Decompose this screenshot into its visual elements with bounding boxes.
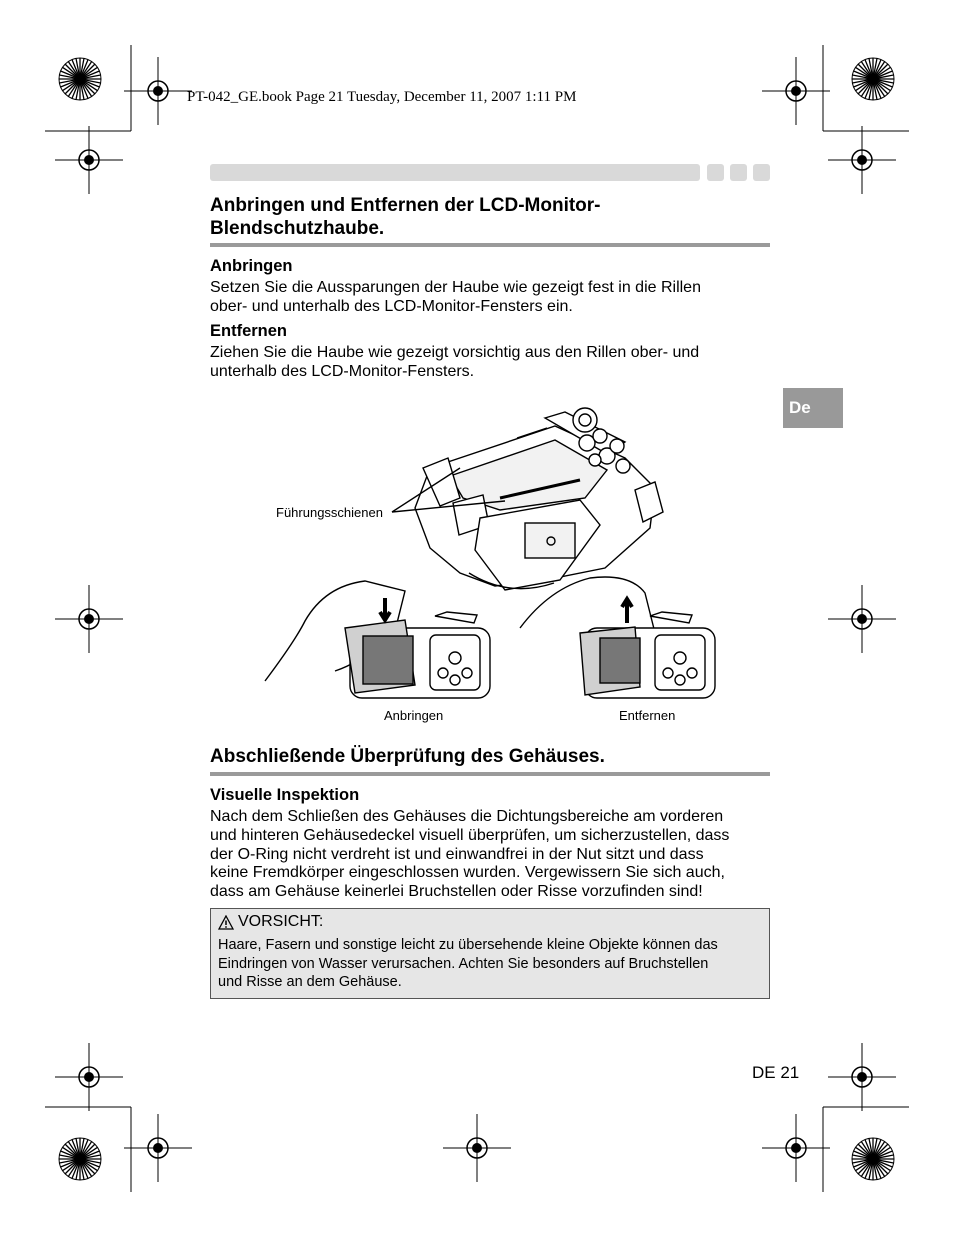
- bar-square: [753, 164, 770, 181]
- subheading-inspection: Visuelle Inspektion: [210, 786, 360, 804]
- title-rule-2: [210, 772, 770, 776]
- page-number: DE 21: [752, 1063, 800, 1082]
- subheading-attach: Anbringen: [210, 257, 293, 275]
- attach-view: [265, 581, 490, 698]
- print-header: PT-042_GE.book Page 21 Tuesday, December 11, 2007 1:11 PM: [187, 89, 577, 105]
- paragraph-remove: Ziehen Sie die Haube wie gezeigt vorsichtig aus den Rillen ober- und unterhalb des LCD-Monitor-Fensters.: [210, 344, 700, 380]
- title-rule: [210, 243, 770, 247]
- remove-view: [520, 577, 715, 698]
- language-tab: De: [783, 388, 843, 428]
- caution-title: VORSICHT:: [238, 913, 324, 930]
- section-title-2: Abschließende Überprüfung des Gehäuses.: [210, 746, 605, 767]
- paragraph-inspection: Nach dem Schließen des Gehäuses die Dichtungsbereiche am vorderen und hinteren Gehäusedeckel visuell überprüfen, um sicherzustellen, dass der O-Ring nicht verdreht ist und einwandfrei in der Nut sitzt und dass keine Fremdkörper eingeschlossen wurden. Vergewissern Sie sich auch, dass am Gehäuse keinerlei Bruchstellen oder Risse vorzufinden sind!: [210, 808, 730, 901]
- bar-square: [707, 164, 724, 181]
- section-title: Anbringen und Entfernen der LCD-Monitor- Blendschutzhaube.: [210, 195, 601, 239]
- housing-top-view: [415, 408, 663, 590]
- housing-illustration: [255, 398, 735, 710]
- caution-text: Haare, Fasern und sonstige leicht zu übersehende kleine Objekte können das Eindringen von Wasser verursachen. Achten Sie besonders auf Bruchstellen und Risse an dem Gehäuse.: [218, 937, 718, 990]
- label-remove: Entfernen: [619, 708, 676, 723]
- caution-box: [210, 908, 770, 999]
- paragraph-attach: Setzen Sie die Aussparungen der Haube wie gezeigt fest in die Rillen ober- und unterhalb des LCD-Monitor-Fensters ein.: [210, 279, 701, 315]
- label-attach: Anbringen: [384, 708, 444, 723]
- subheading-remove: Entfernen: [210, 322, 288, 340]
- section-bar: [210, 164, 700, 181]
- bar-square: [730, 164, 747, 181]
- warning-icon: [218, 915, 234, 930]
- label-guide-rails: Führungsschienen: [276, 505, 383, 520]
